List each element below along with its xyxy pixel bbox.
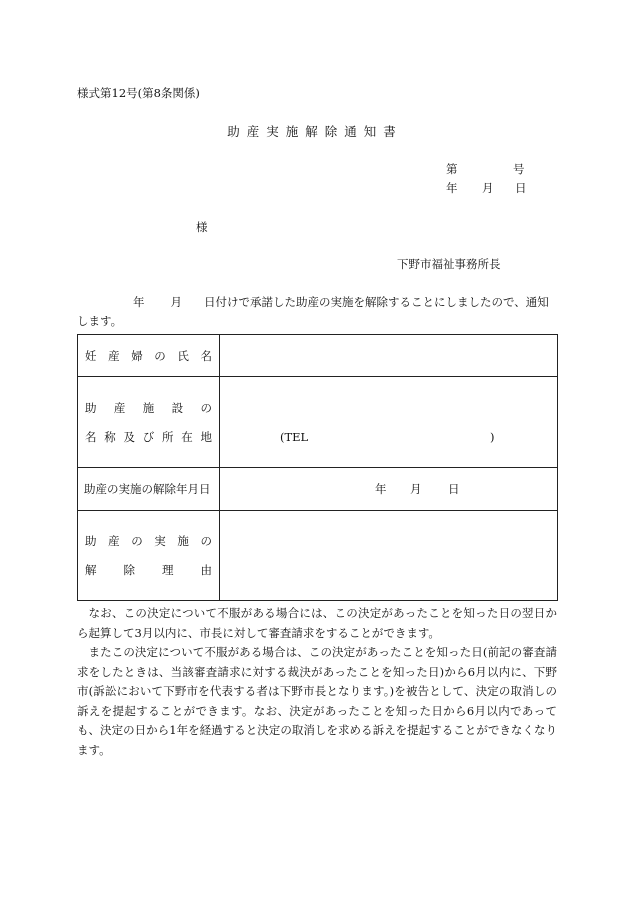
date-month-label: 月	[482, 181, 494, 195]
doc-number-prefix: 第	[446, 162, 458, 176]
value-mother-name	[220, 335, 558, 377]
table-row-facility	[78, 377, 558, 468]
value-reason	[220, 511, 558, 601]
table-row-termination-date	[78, 468, 558, 511]
notes-section	[77, 604, 557, 760]
value-termination-date	[220, 468, 558, 511]
intro-text: 日付けで承諾した助産の実施を解除することにしましたので、通知します。	[77, 295, 549, 328]
addressee-honorific: 様	[196, 220, 208, 234]
notice-table	[77, 334, 558, 601]
issuer-name: 下野市福祉事務所長	[397, 257, 501, 271]
intro-year: 年	[133, 295, 145, 309]
label-facility: 助 産 施 設 の 名 称 及 び 所 在 地	[78, 377, 220, 468]
tel-close: )	[490, 430, 495, 444]
date-year-label: 年	[446, 181, 458, 195]
note-paragraph-1: なお、この決定について不服がある場合には、この決定があったことを知った日の翌日から起算して3月以内に、市長に対して審査請求をすることができます。	[77, 606, 557, 640]
date-day-label: 日	[515, 181, 527, 195]
form-number: 様式第12号(第8条関係)	[77, 86, 200, 100]
intro-month: 月	[170, 295, 182, 309]
doc-number-suffix: 号	[513, 162, 525, 176]
intro-paragraph	[77, 293, 557, 331]
label-reason: 助 産 の 実 施 の 解 除 理 由	[78, 511, 220, 601]
termination-month: 月	[410, 482, 422, 496]
tel-open: (TEL	[280, 430, 309, 444]
value-facility	[220, 377, 558, 468]
termination-day: 日	[448, 482, 460, 496]
document-title: 助産実施解除通知書	[227, 124, 403, 139]
label-mother-name: 妊 産 婦 の 氏 名	[78, 335, 220, 377]
note-paragraph-2: またこの決定について不服がある場合は、この決定があったことを知った日(前記の審査請求をしたときは、当該審査請求に対する裁決があったことを知った日)から6月以内に、下野市(訴訟において下野市を代表する者は下野市長となります。)を被告として、決定の取消しの訴えを提起することができます。なお、決定があったことを知った日から6月以内であっても、決定の日から1年を経過すると決定の取消しを求める訴えを提起することができなくなります。	[77, 645, 557, 757]
termination-year: 年	[375, 482, 387, 496]
table-row-reason	[78, 511, 558, 601]
label-termination-date: 助産の実施の解除年月日	[78, 468, 220, 511]
table-row-mother-name	[78, 335, 558, 377]
